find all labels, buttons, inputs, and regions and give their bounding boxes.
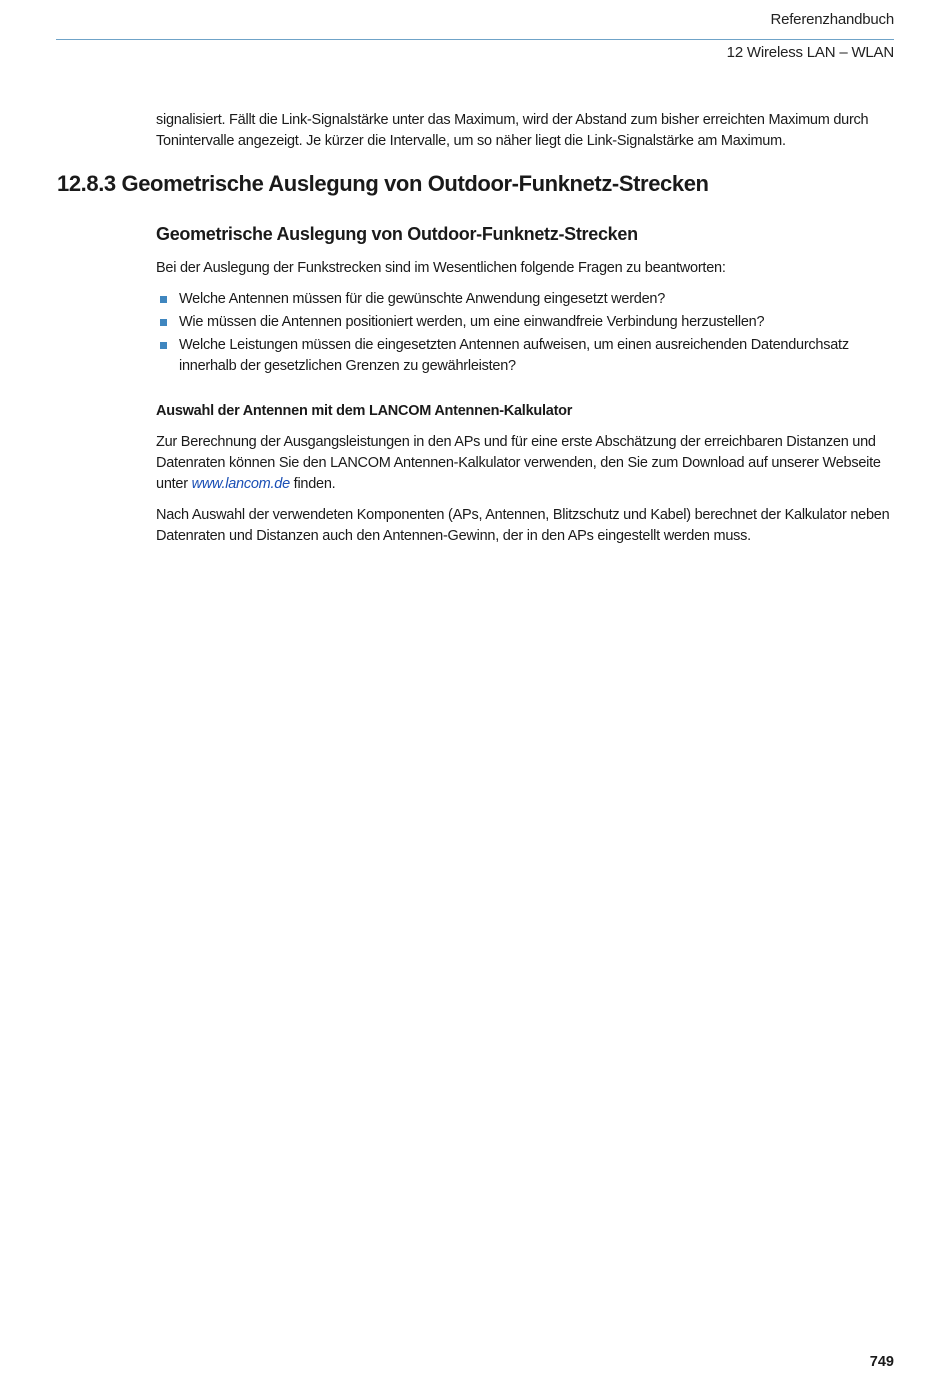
- calculator-paragraph: [156, 432, 894, 495]
- list-item: [156, 289, 894, 310]
- list-item-text: Wie müssen die Antennen positioniert werden, um eine einwandfreie Verbindung herzustellen?: [179, 314, 765, 330]
- section-lead: Bei der Auslegung der Funkstrecken sind im Wesentlichen folgende Fragen zu beantworten:: [156, 260, 726, 276]
- intro-paragraph: signalisiert. Fällt die Link-Signalstärke unter das Maximum, wird der Abstand zum bisher erreichten Maximum durch Tonintervalle angezeigt. Je kürzer die Intervalle, um so näher liegt die Link-Signalstärke am Maximum.: [156, 112, 869, 149]
- section-heading: 12.8.3 Geometrische Auslegung von Outdoor-Funknetz-Strecken: [57, 171, 709, 196]
- list-item: [156, 312, 894, 333]
- components-paragraph: Nach Auswahl der verwendeten Komponenten (APs, Antennen, Blitzschutz und Kabel) berechnet der Kalkulator neben Datenraten und Distanzen auch den Antennen-Gewinn, der in den APs eingestellt werden muss.: [156, 507, 890, 544]
- header-chapter-title: 12 Wireless LAN – WLAN: [726, 44, 894, 61]
- intro-block: [156, 110, 894, 162]
- lancom-website-link[interactable]: www.lancom.de: [191, 476, 290, 492]
- list-item: [156, 335, 894, 377]
- question-list: [156, 289, 894, 377]
- header-divider: [56, 39, 894, 40]
- list-item-text: Welche Antennen müssen für die gewünschte Anwendung eingesetzt werden?: [179, 291, 666, 307]
- header-book-title: Referenzhandbuch: [770, 11, 894, 28]
- antenna-calculator-heading: Auswahl der Antennen mit dem LANCOM Antennen-Kalkulator: [156, 403, 573, 419]
- calculator-text-before: Zur Berechnung der Ausgangsleistungen in den APs und für eine erste Abschätzung der erreichbaren Distanzen und Datenraten können Sie den LANCOM Antennen-Kalkulator verwenden, den Sie zum Download auf unserer Webseite unter: [156, 434, 881, 492]
- page-number: 749: [869, 1354, 894, 1370]
- calculator-text-after: finden.: [289, 476, 336, 492]
- square-bullet-icon: [160, 296, 167, 303]
- square-bullet-icon: [160, 319, 167, 326]
- list-item-text: Welche Leistungen müssen die eingesetzten Antennen aufweisen, um einen ausreichenden Datendurchsatz innerhalb der gesetzlichen Grenzen zu gewährleisten?: [179, 337, 849, 374]
- section-subheading: Geometrische Auslegung von Outdoor-Funknetz-Strecken: [156, 224, 638, 244]
- section-body: [156, 222, 894, 557]
- square-bullet-icon: [160, 342, 167, 349]
